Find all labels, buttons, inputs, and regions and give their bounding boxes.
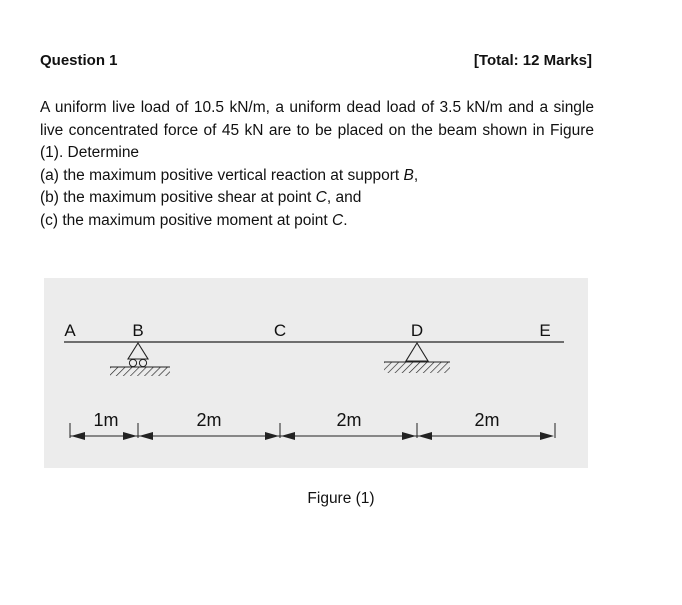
part-b-point: C xyxy=(315,189,327,206)
question-title: Question 1 xyxy=(40,52,118,69)
part-a xyxy=(40,165,594,188)
span-label-ab: 1m xyxy=(93,410,119,430)
point-label-a: A xyxy=(64,321,76,340)
part-a-text: (a) the maximum positive vertical reaction at support xyxy=(40,166,404,184)
point-label-d: D xyxy=(410,321,424,340)
span-label-de: 2m xyxy=(474,410,500,430)
part-b xyxy=(40,187,594,210)
part-c-point: C xyxy=(332,211,344,229)
point-label-e: E xyxy=(539,321,551,340)
part-c-text: (c) the maximum positive moment at point xyxy=(40,211,333,229)
pin-support-icon xyxy=(384,343,450,373)
roller-support-icon xyxy=(110,343,170,376)
question-marks: [Total: 12 Marks] xyxy=(473,52,592,69)
question-body xyxy=(40,97,594,232)
part-a-point: B xyxy=(403,166,414,184)
question-intro: A uniform live load of 10.5 kN/m, a uniform dead load of 3.5 kN/m and a single live concentrated force of 45 kN are to be placed on the beam shown in Figure (1). Determine xyxy=(40,99,594,161)
part-b-suffix: , and xyxy=(326,189,362,206)
question-header xyxy=(40,52,592,74)
figure-caption: Figure (1) xyxy=(307,490,375,507)
beam-figure xyxy=(44,278,588,468)
point-label-b: B xyxy=(132,321,144,340)
part-c-suffix: . xyxy=(343,211,348,229)
part-a-suffix: , xyxy=(413,166,419,184)
span-label-cd: 2m xyxy=(336,410,362,430)
part-c xyxy=(40,210,594,233)
point-label-c: C xyxy=(273,321,287,340)
beam-diagram xyxy=(44,278,588,468)
part-b-text: (b) the maximum positive shear at point xyxy=(40,189,316,206)
span-label-bc: 2m xyxy=(196,410,222,430)
